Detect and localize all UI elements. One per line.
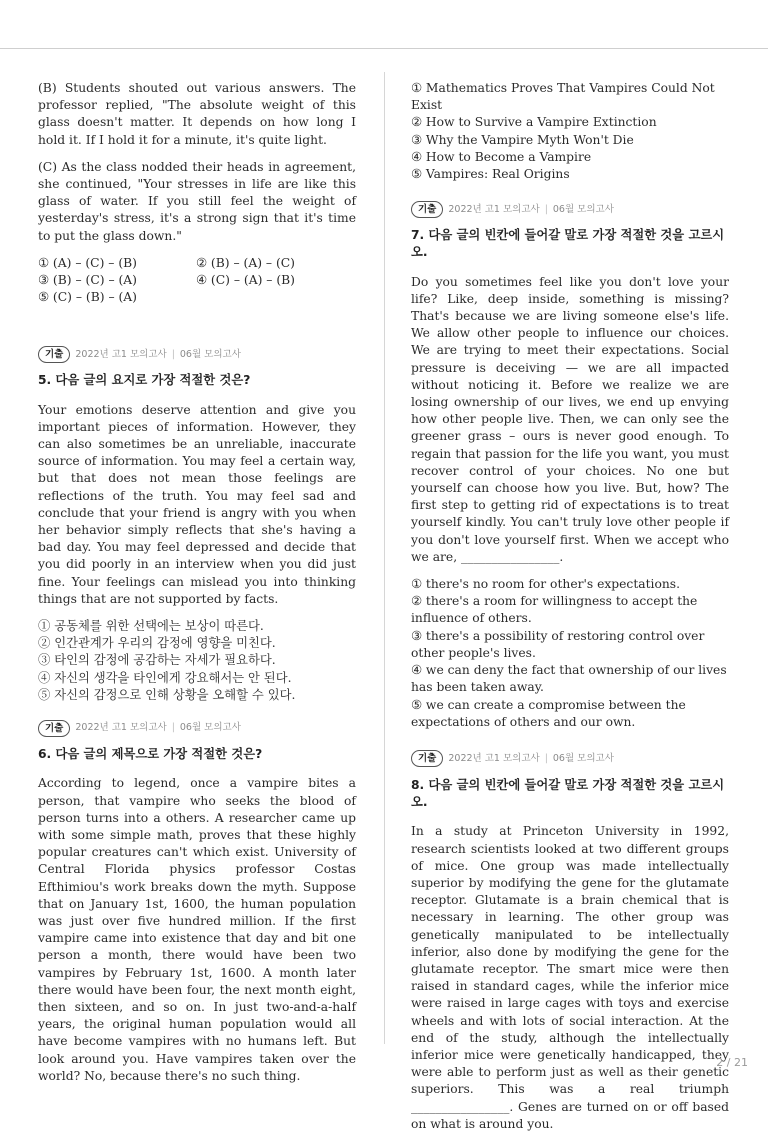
source-year: 2022년 고1 모의고사 bbox=[448, 753, 540, 765]
q5-option-1[interactable]: ① 공동체를 위한 선택에는 보상이 따른다. bbox=[38, 619, 264, 634]
q6-source: 기출 2022년 고1 모의고사 | 06월 모의고사 bbox=[38, 718, 356, 738]
q5-option-4[interactable]: ④ 자신의 생각을 타인에게 강요해서는 안 된다. bbox=[38, 670, 292, 685]
passage-c: (C) As the class nodded their heads in agreement, she continued, "Your stresses in life are like this glass of water. If you still feel the weight of yesterday's stress, it's a strong sign that it's time to put the glass down." bbox=[38, 159, 356, 243]
left-column bbox=[38, 80, 356, 1085]
column-divider bbox=[384, 72, 385, 1044]
source-badge: 기출 bbox=[38, 720, 70, 737]
q6-option-3[interactable]: ③ Why the Vampire Myth Won't Die bbox=[411, 132, 634, 147]
question-7-passage: Do you sometimes feel like you don't love your life? Like, deep inside, something is missing? That's because we are living someone else's life. We allow other people to influence our choices. We are trying to meet their expectations. Social pressure is deceiving — we are all impacted without noticing it. Before we realize we are losing ownership of our lives, we end up envying how other people live. Then, we can only see the greener grass – ours is never good enough. To regain that passion for the life you want, you must recover control of your choices. No one but yourself can choose how you live. But, how? The first step to getting rid of expectations is to treat yourself kindly. You can't truly love other people if you don't love yourself first. When we accept who we are, ________________. bbox=[411, 274, 729, 564]
source-year: 2022년 고1 모의고사 bbox=[75, 348, 167, 360]
order-option-2[interactable]: ② (B) – (A) – (C) bbox=[196, 255, 295, 270]
q5-option-5[interactable]: ⑤ 자신의 감정으로 인해 상황을 오해할 수 있다. bbox=[38, 687, 296, 702]
q7-option-1[interactable]: ① there's no room for other's expectations. bbox=[411, 577, 681, 592]
order-option-3[interactable]: ③ (B) – (C) – (A) bbox=[38, 273, 137, 288]
order-option-5[interactable]: ⑤ (C) – (B) – (A) bbox=[38, 290, 137, 305]
q7-option-3[interactable]: ③ there's a possibility of restoring control over other people's lives. bbox=[411, 628, 705, 660]
question-5-title: 5. 다음 글의 요지로 가장 적절한 것은? bbox=[38, 373, 251, 388]
source-badge: 기출 bbox=[411, 201, 443, 218]
q7-option-4[interactable]: ④ we can deny the fact that ownership of our lives has been taken away. bbox=[411, 663, 727, 695]
q8-source: 기출 2022년 고1 모의고사 | 06월 모의고사 bbox=[411, 749, 729, 769]
q6-option-2[interactable]: ② How to Survive a Vampire Extinction bbox=[411, 115, 657, 130]
q6-option-1[interactable]: ① Mathematics Proves That Vampires Could Not Exist bbox=[411, 81, 715, 113]
source-badge: 기출 bbox=[411, 750, 443, 767]
question-6-passage: According to legend, once a vampire bites a person, that vampire who seeks the blood of person turns into a others. A researcher came up with some simple math, proves that these highly popular creatures can't which exist. University of Central Florida physics professor Costas Efthimiou's work breaks down the myth. Suppose that on January 1st, 1600, the human population was just over five hundred million. If the first vampire came into existence that day and bit one person a month, there would have been two vampires by February 1st, 1600. A month later there would have been four, the next month eight, then sixteen, and so on. In just two-and-a-half years, the original human population would all have become vampires with no humans left. But look around you. Have vampires taken over the world? No, because there's no such thing. bbox=[38, 776, 356, 1083]
q6-option-5[interactable]: ⑤ Vampires: Real Origins bbox=[411, 167, 570, 182]
q7-option-5[interactable]: ⑤ we can create a compromise between the expectations of others and our own. bbox=[411, 697, 686, 729]
source-month: 06월 모의고사 bbox=[552, 203, 614, 215]
q5-source: 기출 2022년 고1 모의고사 | 06월 모의고사 bbox=[38, 344, 356, 364]
q5-option-3[interactable]: ③ 타인의 감정에 공감하는 자세가 필요하다. bbox=[38, 653, 276, 668]
order-option-4[interactable]: ④ (C) – (A) – (B) bbox=[196, 273, 295, 288]
header-rule bbox=[0, 48, 768, 49]
order-option-1[interactable]: ① (A) – (C) – (B) bbox=[38, 255, 137, 270]
question-7-options bbox=[411, 576, 729, 731]
q6-option-4[interactable]: ④ How to Become a Vampire bbox=[411, 149, 592, 164]
passage-b: (B) Students shouted out various answers. The professor replied, "The absolute weight of this glass doesn't matter. It depends on how long I hold it. If I hold it for a minute, it's quite light. bbox=[38, 81, 356, 147]
right-column bbox=[411, 80, 729, 1133]
source-year: 2022년 고1 모의고사 bbox=[448, 203, 540, 215]
page-number: 2 / 21 bbox=[716, 1056, 748, 1069]
question-8-passage: In a study at Princeton University in 1992, research scientists looked at two different groups of mice. One group was made intellectually superior by modifying the gene for the glutamate receptor. Glutamate is a brain chemical that is necessary in learning. The other group was genetically manipulated to be intellectually inferior, also done by modifying the gene for the glutamate receptor. The smart mice were then raised in standard cages, while the inferior mice were raised in large cages with toys and exercise wheels and with lots of social interaction. At the end of the study, although the intellectually inferior mice were genetically handicapped, they were able to perform just as well as their genetic superiors. This was a real triumph ________________. Genes are turned on or off based on what is around you. bbox=[411, 824, 729, 1131]
question-6-title: 6. 다음 글의 제목으로 가장 적절한 것은? bbox=[38, 747, 263, 762]
order-options bbox=[38, 255, 356, 307]
q7-option-2[interactable]: ② there's a room for willingness to accept the influence of others. bbox=[411, 594, 698, 626]
question-6-options bbox=[411, 80, 729, 183]
source-badge: 기출 bbox=[38, 346, 70, 363]
question-5-options bbox=[38, 618, 356, 704]
question-7-title: 7. 다음 글의 빈칸에 들어갈 말로 가장 적절한 것을 고르시오. bbox=[411, 228, 725, 260]
q5-option-2[interactable]: ② 인간관계가 우리의 감정에 영향을 미친다. bbox=[38, 636, 276, 651]
question-5-passage: Your emotions deserve attention and give you important pieces of information. However, they can also sometimes be an unreliable, inaccurate source of information. You may feel a certain way, but that does not mean those feelings are reflections of the truth. You may feel sad and conclude that your friend is angry with you when her behavior simply reflects that she's having a bad day. You may feel depressed and decide that you did poorly in an interview when you did just fine. Your feelings can mislead you into thinking things that are not supported by facts. bbox=[38, 402, 356, 606]
question-8-title: 8. 다음 글의 빈칸에 들어갈 말로 가장 적절한 것을 고르시오. bbox=[411, 777, 725, 810]
source-month: 06월 모의고사 bbox=[552, 753, 614, 765]
source-month: 06월 모의고사 bbox=[179, 722, 241, 734]
q7-source: 기출 2022년 고1 모의고사 | 06월 모의고사 bbox=[411, 199, 729, 219]
source-year: 2022년 고1 모의고사 bbox=[75, 722, 167, 734]
source-month: 06월 모의고사 bbox=[179, 348, 241, 360]
